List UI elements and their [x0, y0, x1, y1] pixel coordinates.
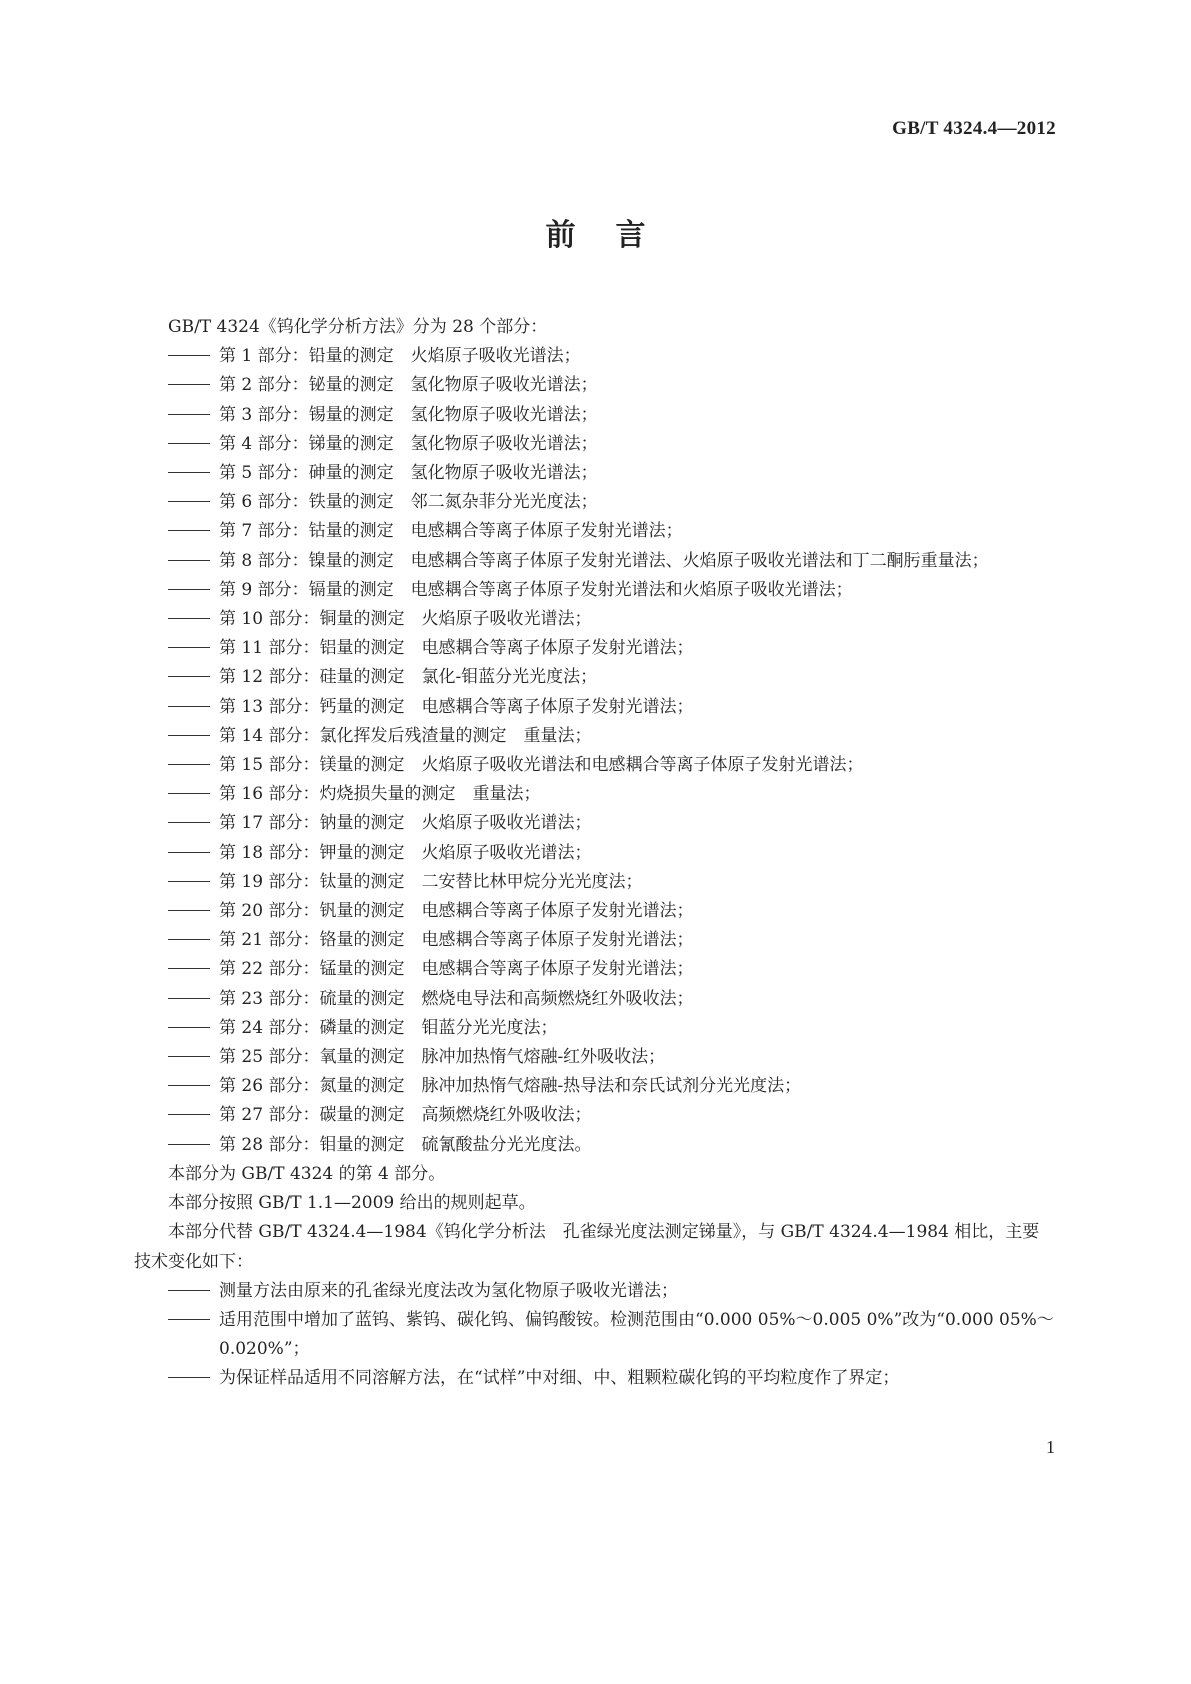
part-item — [134, 430, 1056, 459]
part-item — [134, 663, 1056, 692]
part-item-text: 第 20 部分：钒量的测定 电感耦合等离子体原子发射光谱法； — [219, 901, 694, 922]
part-note-paragraph: 本部分为 GB/T 4324 的第 4 部分。 — [168, 1163, 446, 1184]
list-dash — [168, 1290, 210, 1291]
list-dash — [168, 355, 210, 356]
part-item-text: 第 19 部分：钛量的测定 二安替比林甲烷分光光度法； — [219, 871, 643, 892]
part-item-text: 第 9 部分：镉量的测定 电感耦合等离子体原子发射光谱法和火焰原子吸收光谱法； — [219, 579, 853, 600]
list-dash — [168, 472, 210, 473]
part-item-text: 第 15 部分：镁量的测定 火焰原子吸收光谱法和电感耦合等离子体原子发射光谱法； — [219, 755, 864, 776]
part-item-text: 第 8 部分：镍量的测定 电感耦合等离子体原子发射光谱法、火焰原子吸收光谱法和丁二酮肟重量法； — [219, 550, 989, 571]
part-item — [134, 547, 1056, 576]
part-item — [134, 1014, 1056, 1043]
part-item — [134, 955, 1056, 984]
change-item-text: 测量方法由原来的孔雀绿光度法改为氢化物原子吸收光谱法； — [219, 1280, 678, 1301]
list-dash — [168, 647, 210, 648]
part-item — [134, 780, 1056, 809]
part-item-text: 第 16 部分：灼烧损失量的测定 重量法； — [219, 784, 541, 805]
part-item-text: 第 21 部分：铬量的测定 电感耦合等离子体原子发射光谱法； — [219, 930, 694, 951]
part-item-text: 第 11 部分：铝量的测定 电感耦合等离子体原子发射光谱法； — [219, 638, 694, 659]
part-item-text: 第 26 部分：氮量的测定 脉冲加热惰气熔融-热导法和奈氏试剂分光光度法； — [219, 1076, 802, 1097]
part-item — [134, 897, 1056, 926]
part-item — [134, 576, 1056, 605]
change-item-text: 为保证样品适用不同溶解方法，在“试样”中对细、中、粗颗粒碳化钨的平均粒度作了界定； — [219, 1368, 900, 1389]
part-item — [134, 868, 1056, 897]
list-dash — [168, 384, 210, 385]
document-body — [134, 313, 1056, 1394]
part-item — [134, 926, 1056, 955]
part-item — [134, 1072, 1056, 1101]
part-item — [134, 809, 1056, 838]
part-item-text: 第 18 部分：钾量的测定 火焰原子吸收光谱法； — [219, 842, 592, 863]
part-item-text: 第 24 部分：磷量的测定 钼蓝分光光度法； — [219, 1017, 558, 1038]
list-dash — [168, 1377, 210, 1378]
intro-paragraph: GB/T 4324《钨化学分析方法》分为 28 个部分： — [168, 317, 548, 337]
part-item — [134, 751, 1056, 780]
page-number: 1 — [1046, 1437, 1055, 1457]
part-item-text: 第 22 部分：锰量的测定 电感耦合等离子体原子发射光谱法； — [219, 959, 694, 980]
list-dash — [168, 910, 210, 911]
list-dash — [168, 560, 210, 561]
change-item — [134, 1306, 1056, 1364]
replacement-paragraph: 本部分代替 GB/T 4324.4—1984《钨化学分析法 孔雀绿光度法测定锑量》，与 GB/T 4324.4—1984 相比，主要技术变化如下： — [134, 1222, 1040, 1272]
part-item-text: 第 25 部分：氧量的测定 脉冲加热惰气熔融-红外吸收法； — [219, 1047, 666, 1068]
part-item — [134, 985, 1056, 1014]
change-item — [134, 1277, 1056, 1306]
part-item — [134, 1101, 1056, 1130]
list-dash — [168, 530, 210, 531]
drafting-rule-paragraph: 本部分按照 GB/T 1.1—2009 给出的规则起草。 — [168, 1193, 536, 1214]
list-dash — [168, 676, 210, 677]
part-item-text: 第 6 部分：铁量的测定 邻二氮杂菲分光光度法； — [219, 492, 598, 513]
part-item-text: 第 7 部分：钴量的测定 电感耦合等离子体原子发射光谱法； — [219, 521, 683, 542]
part-item-text: 第 28 部分：钼量的测定 硫氰酸盐分光光度法。 — [219, 1134, 592, 1155]
part-item-text: 第 17 部分：钠量的测定 火焰原子吸收光谱法； — [219, 813, 592, 834]
list-dash — [168, 735, 210, 736]
list-dash — [168, 501, 210, 502]
part-item — [134, 722, 1056, 751]
list-dash — [168, 852, 210, 853]
list-dash — [168, 706, 210, 707]
part-item — [134, 342, 1056, 371]
list-dash — [168, 939, 210, 940]
parts-list — [134, 342, 1056, 1160]
part-item — [134, 605, 1056, 634]
part-item-text: 第 14 部分：氯化挥发后残渣量的测定 重量法； — [219, 725, 592, 746]
part-item — [134, 1043, 1056, 1072]
list-dash — [168, 764, 210, 765]
list-dash — [168, 998, 210, 999]
part-item — [134, 693, 1056, 722]
change-item-text: 适用范围中增加了蓝钨、紫钨、碳化钨、偏钨酸铵。检测范围由“0.000 05%～0.005 0%”改为“0.000 05%～0.020%”； — [219, 1309, 1054, 1360]
page-title: 前言 — [545, 218, 686, 253]
part-item-text: 第 27 部分：碳量的测定 高频燃烧红外吸收法； — [219, 1105, 592, 1126]
part-item-text: 第 10 部分：铜量的测定 火焰原子吸收光谱法； — [219, 609, 592, 630]
part-item — [134, 634, 1056, 663]
part-item-text: 第 2 部分：铋量的测定 氢化物原子吸收光谱法； — [219, 375, 598, 396]
standard-code: GB/T 4324.4—2012 — [892, 118, 1056, 139]
part-item — [134, 401, 1056, 430]
part-item-text: 第 4 部分：锑量的测定 氢化物原子吸收光谱法； — [219, 433, 598, 454]
list-dash — [168, 822, 210, 823]
list-dash — [168, 1114, 210, 1115]
list-dash — [168, 1056, 210, 1057]
list-dash — [168, 968, 210, 969]
part-item — [134, 488, 1056, 517]
part-item-text: 第 13 部分：钙量的测定 电感耦合等离子体原子发射光谱法； — [219, 696, 694, 717]
part-item-text: 第 23 部分：硫量的测定 燃烧电导法和高频燃烧红外吸收法； — [219, 988, 694, 1009]
list-dash — [168, 589, 210, 590]
list-dash — [168, 443, 210, 444]
part-item-text: 第 3 部分：锡量的测定 氢化物原子吸收光谱法； — [219, 404, 598, 425]
part-item-text: 第 1 部分：铅量的测定 火焰原子吸收光谱法； — [219, 346, 581, 367]
list-dash — [168, 1144, 210, 1145]
part-item — [134, 459, 1056, 488]
list-dash — [168, 1027, 210, 1028]
list-dash — [168, 414, 210, 415]
part-item — [134, 517, 1056, 546]
list-dash — [168, 793, 210, 794]
list-dash — [168, 618, 210, 619]
part-item — [134, 839, 1056, 868]
part-item — [134, 371, 1056, 400]
part-item — [134, 1131, 1056, 1160]
list-dash — [168, 881, 210, 882]
part-item-text: 第 5 部分：砷量的测定 氢化物原子吸收光谱法； — [219, 463, 598, 484]
list-dash — [168, 1319, 210, 1320]
part-item-text: 第 12 部分：硅量的测定 氯化-钼蓝分光光度法； — [219, 667, 598, 688]
change-item — [134, 1364, 1056, 1393]
changes-list — [134, 1277, 1056, 1394]
list-dash — [168, 1085, 210, 1086]
